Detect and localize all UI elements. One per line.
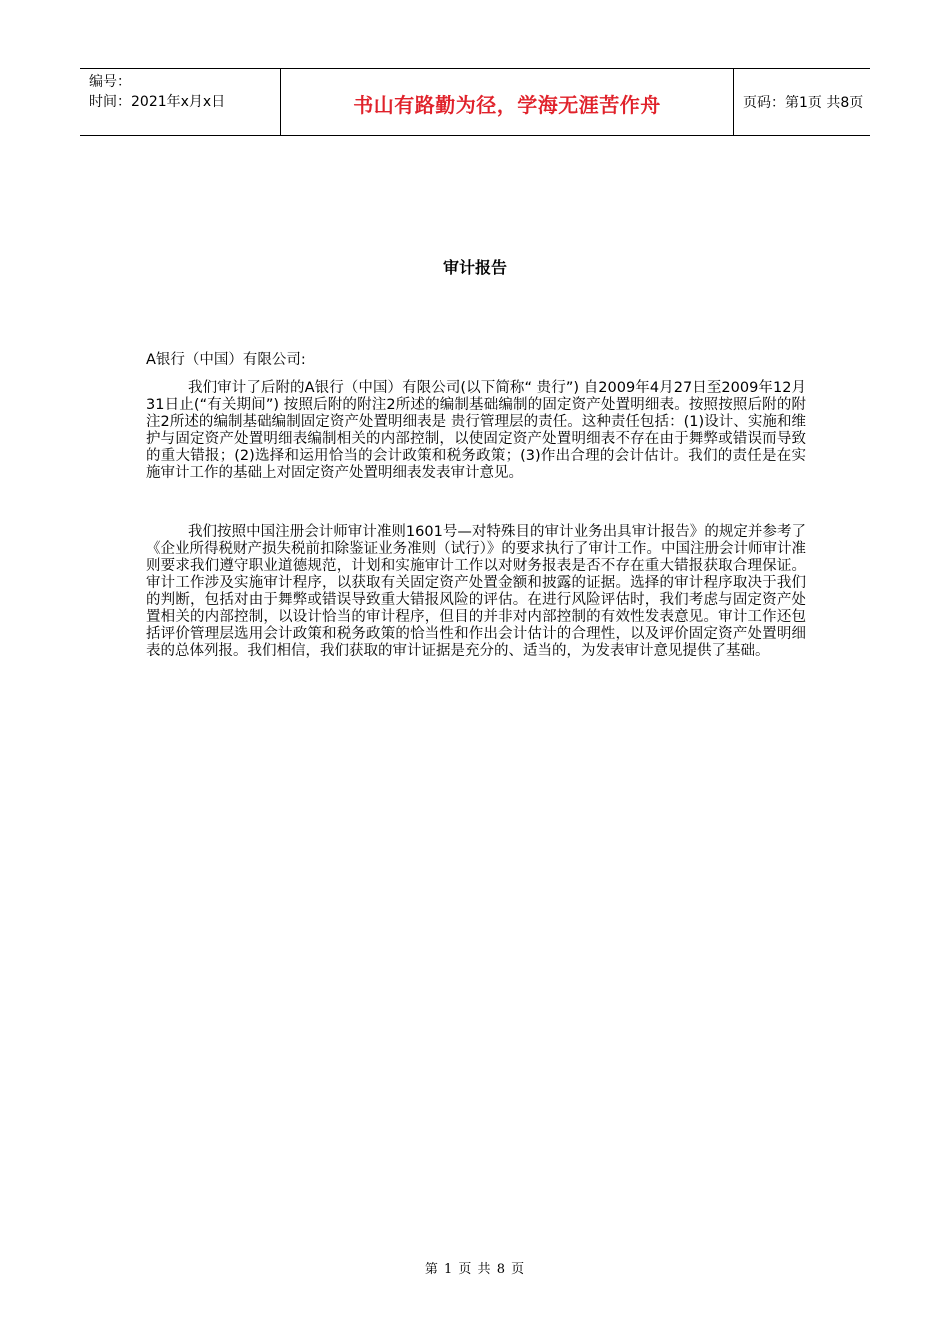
page-footer: 第 1 页 共 8 页 <box>424 1262 526 1277</box>
salutation: A银行（中国）有限公司: <box>146 352 306 368</box>
header-page-cell <box>734 69 870 135</box>
header-motto-cell <box>281 69 734 135</box>
motto-text: 书山有路勤为径，学海无涯苦作舟 <box>353 92 661 117</box>
body-paragraph-2: 我们按照中国注册会计师审计准则1601号—对特殊目的审计业务出具审计报告》的规定并参考了《企业所得税财产损失税前扣除鉴证业务准则（试行）》的要求执行了审计工作。中国注册会计师审计准则要求我们遵守职业道德规范，计划和实施审计工作以对财务报表是否不存在重大错报获取合理保证。审计工作涉及实施审计程序，以获取有关固定资产处置金额和披露的证据。选择的审计程序取决于我们的判断，包括对由于舞弊或错误导致重大错报风险的评估。在进行风险评估时，我们考虑与固定资产处置相关的内部控制，以设计恰当的审计程序，但目的并非对内部控制的有效性发表意见。审计工作还包括评价管理层选用会计政策和税务政策的恰当性和作出会计估计的合理性，以及评价固定资产处置明细表的总体列报。我们相信，我们获取的审计证据是充分的、适当的，为发表审计意见提供了基础。 <box>146 524 806 659</box>
header-page-info: 页码：第1页 共8页 <box>743 95 864 111</box>
number-label: 编号： <box>89 74 131 90</box>
page-header <box>80 68 870 136</box>
document-title: 审计报告 <box>442 258 507 277</box>
body-paragraph-1: 我们审计了后附的A银行（中国）有限公司(以下简称“ 贵行”) 自2009年4月27日至2009年12月31日止(“有关期间”) 按照后附的附注2所述的编制基础编制的固定资产处置明细表。按照按照后附的附注2所述的编制基础编制固定资产处置明细表是 贵行管理层的责任。这种责任包括：(1)设计、实施和维护与固定资产处置明细表编制相关的内部控制，以使固定资产处置明细表不存在由于舞弊或错误而导致的重大错报；(2)选择和运用恰当的会计政策和税务政策；(3)作出合理的会计估计。我们的责任是在实施审计工作的基础上对固定资产处置明细表发表审计意见。 <box>146 380 806 481</box>
time-label: 时间：2021年x月x日 <box>89 94 226 110</box>
header-meta-cell <box>80 69 281 135</box>
